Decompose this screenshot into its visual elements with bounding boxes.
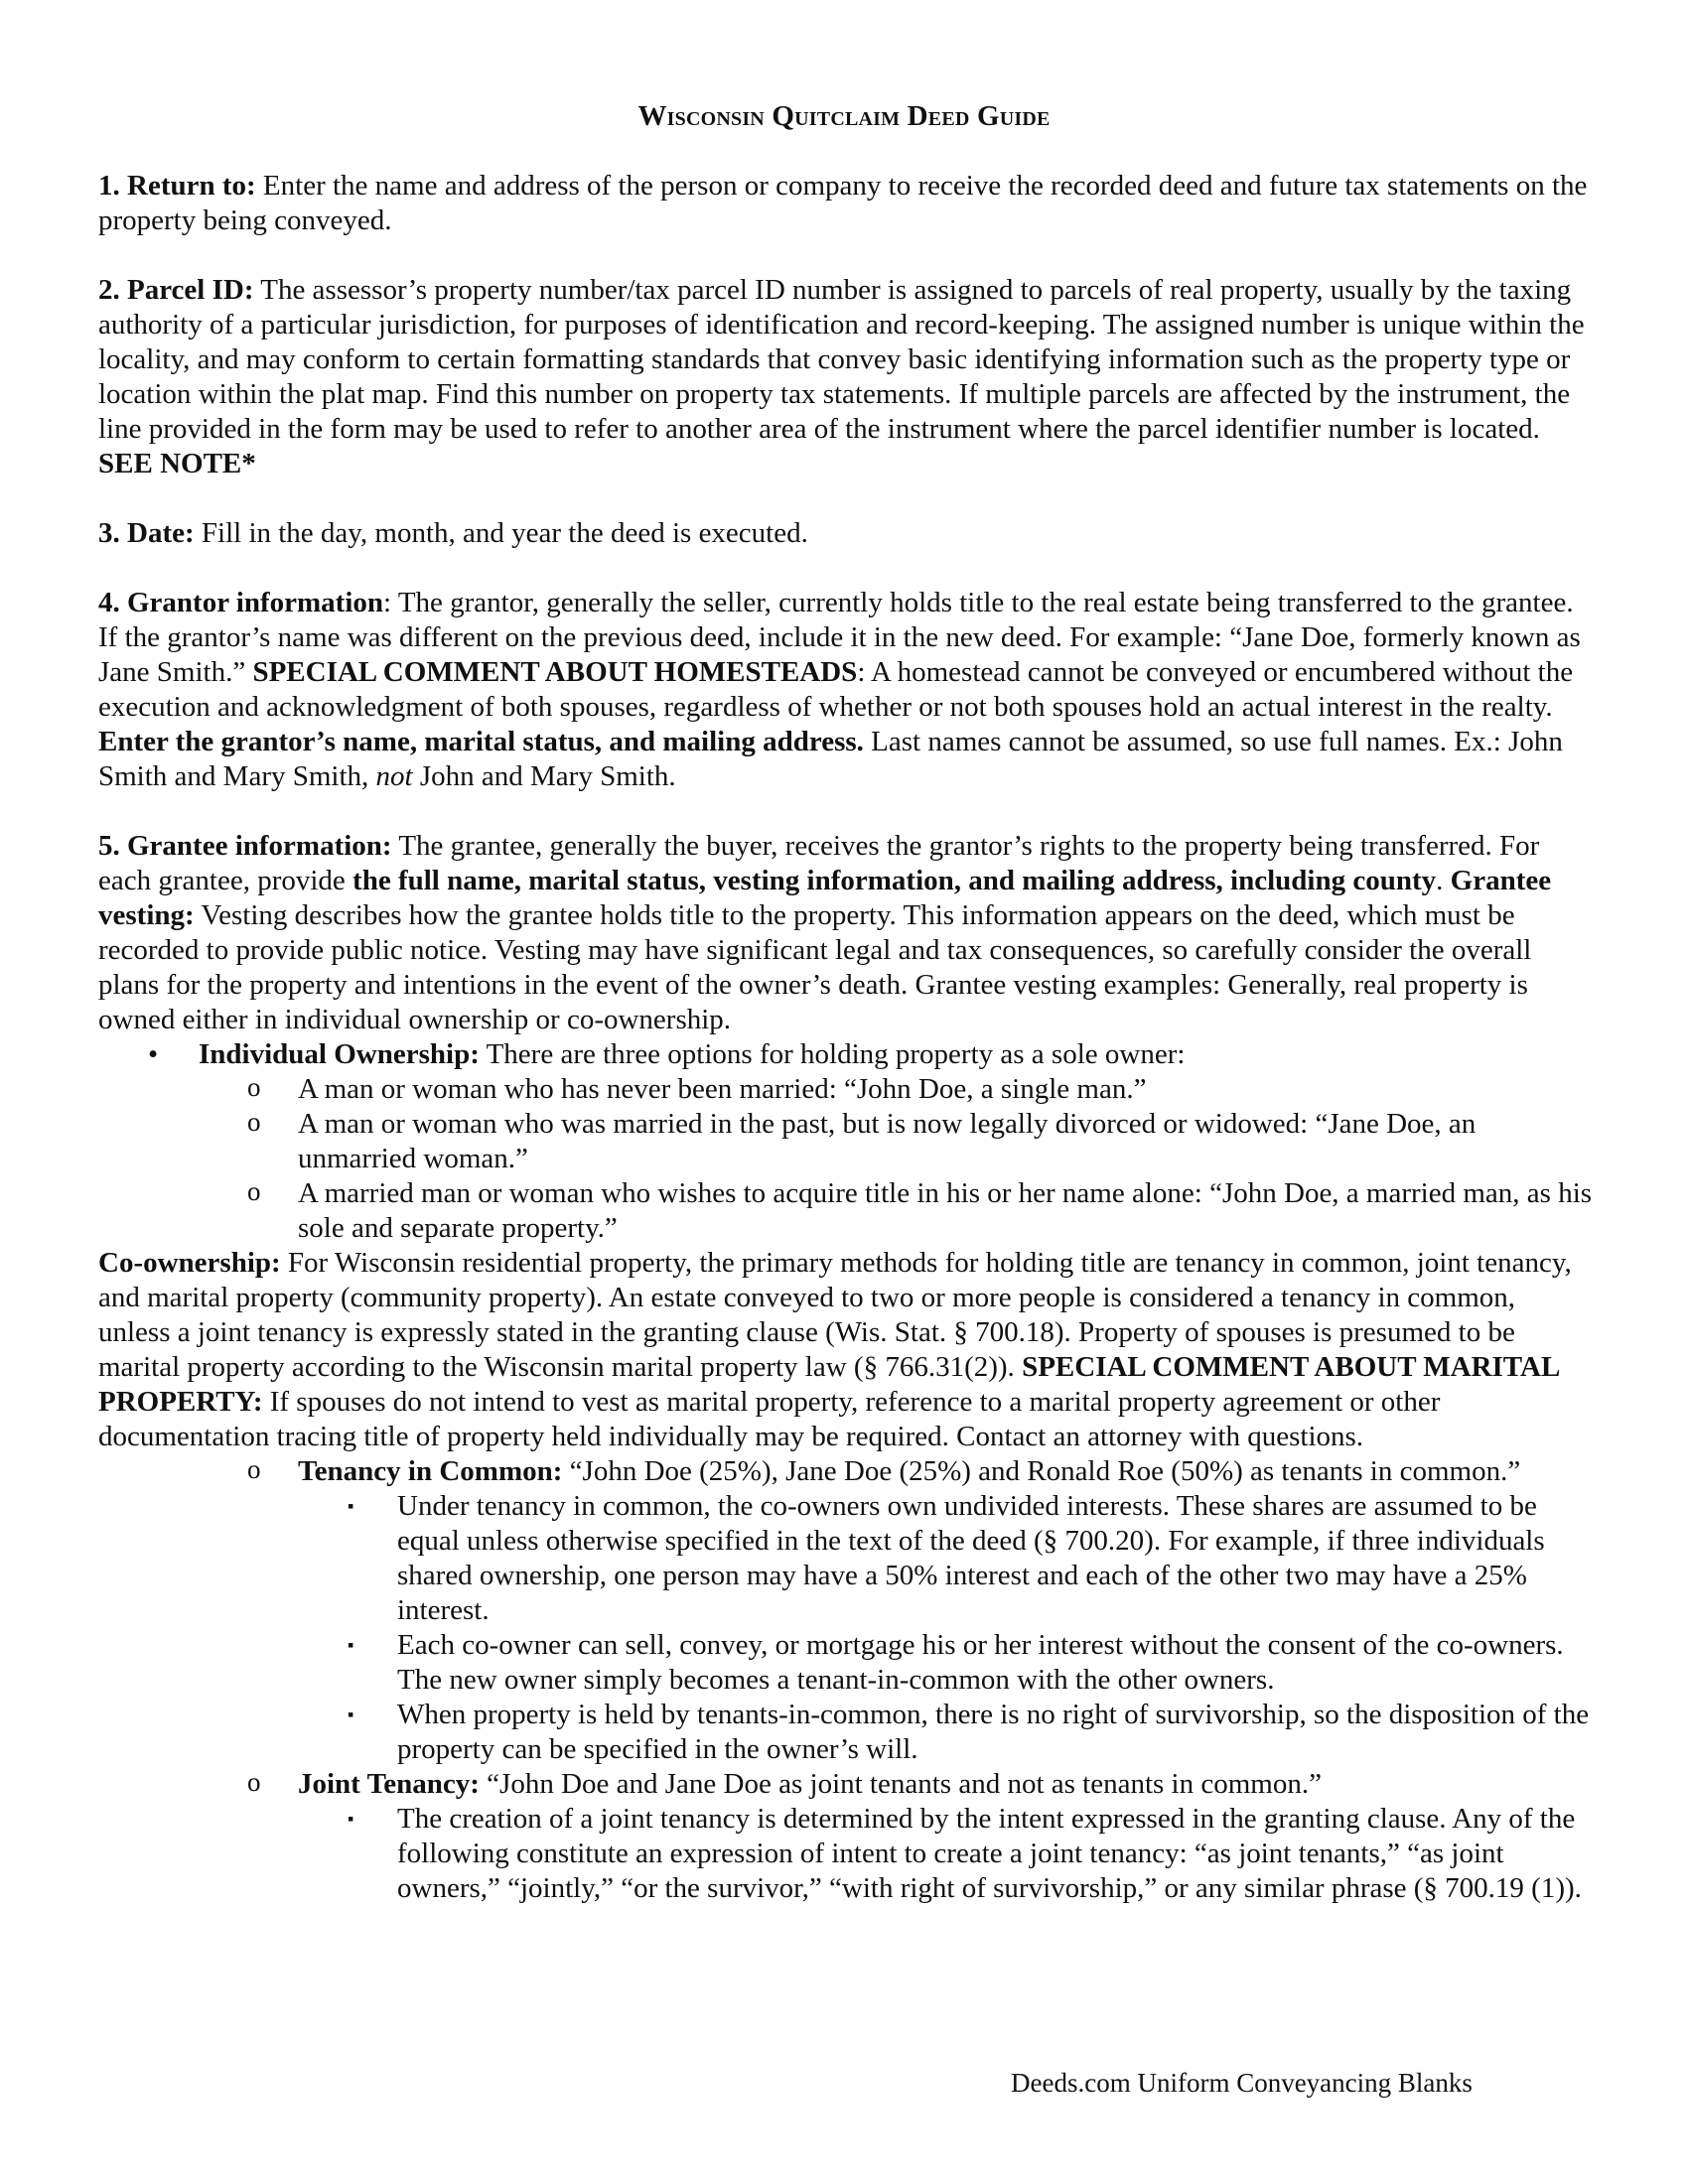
sole-owner-option: A man or woman who has never been married: “John Doe, a single man.”	[298, 1073, 1147, 1105]
section-text: .	[1436, 865, 1444, 896]
list-item-tenancy-detail	[98, 1489, 1593, 1628]
section-parcel-id	[98, 273, 1593, 481]
page-title: Wisconsin Quitclaim Deed Guide	[637, 100, 1051, 132]
circle-marker: o	[247, 1072, 261, 1102]
grantee-vesting-text: Vesting describes how the grantee holds title to the property. This information appears on the deed, which must be recorded to provide public notice. Vesting may have significant legal and tax consequences, so carefully consider the overall plans for the property and intentions in the event of the owner’s death. Grantee vesting examples: Generally, real property is owned either in individual ownership or co-ownership.	[98, 899, 1532, 1035]
emphasis-not: not	[375, 760, 413, 792]
joint-tenancy-heading: Joint Tenancy:	[298, 1768, 480, 1800]
section-heading: 2. Parcel ID:	[98, 274, 254, 306]
square-marker: ▪	[348, 1809, 354, 1829]
section-heading: 5. Grantee information:	[98, 830, 392, 862]
circle-marker: o	[247, 1107, 261, 1137]
section-text: : A homestead cannot be conveyed or encumbered without the execution and acknowledgment of both spouses, regardless of whether or not both spouses hold an actual interest in the realty.	[98, 656, 1574, 723]
tenancy-detail-text: Each co-owner can sell, convey, or mortgage his or her interest without the consent of the co-owners. The new owner simply becomes a tenant-in-common with the other owners.	[397, 1629, 1564, 1696]
section-text: : The grantor, generally the seller, currently holds title to the real estate being transferred to the grantee. If the grantor’s name was different on the previous deed, include it in the new deed. For example: “Jane Doe, formerly known as Jane Smith.”	[98, 587, 1581, 688]
co-ownership-text: If spouses do not intend to vest as marital property, reference to a marital property agreement or other documentation tracing title of property held individually may be required. Contact an attorney with questions.	[98, 1386, 1441, 1452]
list-item-joint-tenancy-detail	[98, 1802, 1593, 1906]
section-text: Fill in the day, month, and year the deed is executed.	[194, 517, 808, 549]
homestead-comment-heading: SPECIAL COMMENT ABOUT HOMESTEADS	[252, 656, 858, 688]
sole-owner-option: A married man or woman who wishes to acquire title in his or her name alone: “John Doe, a married man, as his sole and separate property.”	[298, 1177, 1593, 1244]
list-item-joint-tenancy	[98, 1767, 1593, 1802]
section-text: John and Mary Smith.	[412, 760, 676, 792]
joint-tenancy-text: “John Doe and Jane Doe as joint tenants and not as tenants in common.”	[479, 1768, 1322, 1800]
section-text: Last names cannot be assumed, so use full names. Ex.: John Smith and Mary Smith,	[98, 726, 1563, 792]
tenancy-in-common-heading: Tenancy in Common:	[298, 1455, 563, 1487]
section-heading: 3. Date:	[98, 517, 195, 549]
bullet-marker: •	[148, 1038, 159, 1070]
list-item-sole-owner	[98, 1072, 1593, 1107]
section-text: The assessor’s property number/tax parcel ID number is assigned to parcels of real property, usually by the taxing authority of a particular jurisdiction, for purposes of identification and record-keeping. The assigned number is unique within the locality, and may conform to certain formatting standards that convey basic identifying information such as the property type or location within the plat map. Find this number on property tax statements. If multiple parcels are affected by the instrument, the line provided in the form may be used to refer to another area of the instrument where the parcel identifier number is located.	[98, 274, 1585, 445]
section-grantor-information	[98, 586, 1593, 794]
grantee-intro	[98, 829, 1593, 1037]
section-text: Enter the name and address of the person or company to receive the recorded deed and future tax statements on the property being conveyed.	[98, 170, 1588, 236]
grantee-vesting-heading: Grantee vesting:	[98, 865, 1552, 931]
section-heading: 4. Grantor information	[98, 587, 384, 618]
section-grantee-information	[98, 829, 1593, 1906]
co-ownership-text: For Wisconsin residential property, the primary methods for holding title are tenancy in common, joint tenancy, and marital property (community property). An estate conveyed to two or more people is considered a tenancy in common, unless a joint tenancy is expressly stated in the granting clause (Wis. Stat. § 700.18). Property of spouses is presumed to be marital property according to the Wisconsin marital property law (§ 766.31(2)).	[98, 1247, 1572, 1383]
circle-marker: o	[247, 1454, 261, 1484]
individual-ownership-heading: Individual Ownership:	[199, 1038, 480, 1070]
grantor-instruction: Enter the grantor’s name, marital status, and mailing address.	[98, 726, 864, 757]
page-footer: Deeds.com Uniform Conveyancing Blanks	[1011, 2068, 1473, 2098]
tenancy-detail-text: When property is held by tenants-in-common, there is no right of survivorship, so the disposition of the property can be specified in the owner’s will.	[397, 1699, 1590, 1765]
see-note: SEE NOTE*	[98, 448, 256, 479]
list-item-tenancy-in-common	[98, 1454, 1593, 1489]
list-item-individual-ownership	[98, 1037, 1593, 1072]
document-body	[98, 169, 1593, 1906]
marital-property-comment-heading: SPECIAL COMMENT ABOUT MARITAL PROPERTY:	[98, 1351, 1559, 1418]
list-item-tenancy-detail	[98, 1698, 1593, 1767]
co-ownership-paragraph	[98, 1246, 1593, 1454]
circle-marker: o	[247, 1176, 261, 1206]
sole-owner-option: A man or woman who was married in the past, but is now legally divorced or widowed: “Jane Doe, an unmarried woman.”	[298, 1108, 1477, 1174]
section-date	[98, 516, 1593, 551]
joint-tenancy-detail-text: The creation of a joint tenancy is determined by the intent expressed in the granting clause. Any of the following constitute an expression of intent to create a joint tenancy: “as joint tenants,” “as joint owners,” “jointly,” “or the survivor,” “with right of survivorship,” or any similar phrase (§ 700.19 (1)).	[397, 1803, 1582, 1904]
square-marker: ▪	[348, 1705, 354, 1724]
list-item-sole-owner	[98, 1107, 1593, 1176]
square-marker: ▪	[348, 1496, 354, 1516]
section-text: The grantee, generally the buyer, receives the grantor’s rights to the property being transferred. For each grantee, provide	[98, 830, 1540, 896]
tenancy-in-common-text: “John Doe (25%), Jane Doe (25%) and Ronald Roe (50%) as tenants in common.”	[562, 1455, 1521, 1487]
individual-ownership-text: There are three options for holding property as a sole owner:	[479, 1038, 1186, 1070]
list-item-tenancy-detail	[98, 1628, 1593, 1698]
co-ownership-heading: Co-ownership:	[98, 1247, 281, 1279]
section-return-to	[98, 169, 1593, 238]
list-item-sole-owner	[98, 1176, 1593, 1246]
section-heading: 1. Return to:	[98, 170, 256, 202]
square-marker: ▪	[348, 1635, 354, 1655]
tenancy-detail-text: Under tenancy in common, the co-owners own undivided interests. These shares are assumed to be equal unless otherwise specified in the text of the deed (§ 700.20). For example, if three individuals shared ownership, one person may have a 50% interest and each of the other two may have a 25% interest.	[397, 1490, 1545, 1626]
grantee-required-fields: the full name, marital status, vesting information, and mailing address, including county	[352, 865, 1437, 896]
circle-marker: o	[247, 1767, 261, 1797]
